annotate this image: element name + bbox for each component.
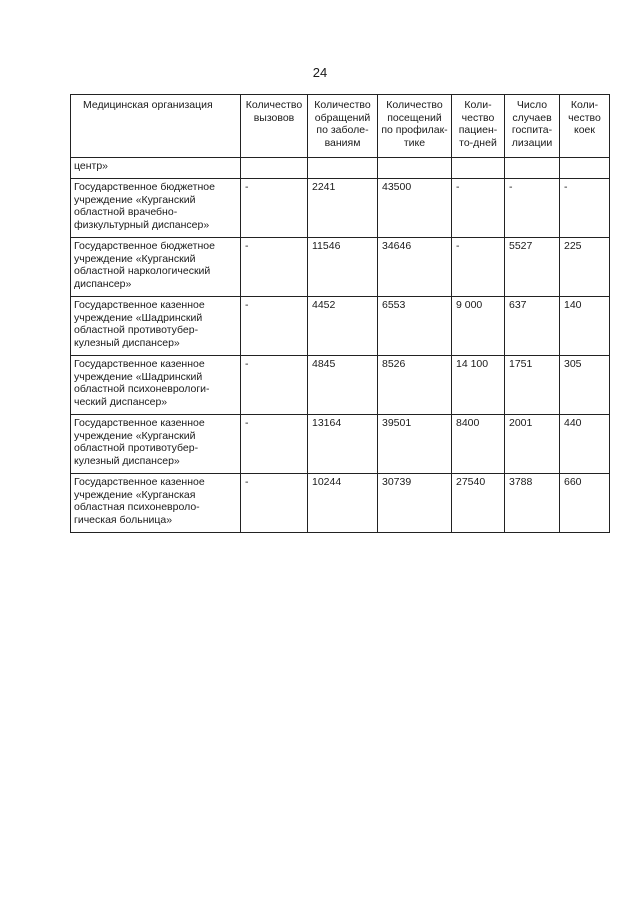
cell-visits-prevention: 8526	[378, 356, 452, 415]
cell-calls: -	[241, 238, 308, 297]
cell-calls: -	[241, 179, 308, 238]
table-row	[71, 297, 610, 356]
header-visits-prevention: Количество посещений по профилак-тике	[378, 95, 452, 158]
cell-organization: Государственное казенное учреждение «Шадринский областной противотубер-кулезный диспансер»	[71, 297, 241, 356]
cell-hospitalizations: 2001	[505, 415, 560, 474]
cell-visits-prevention: 39501	[378, 415, 452, 474]
cell-hospitalizations: 3788	[505, 474, 560, 533]
cell-visits-disease: 13164	[308, 415, 378, 474]
cell-beds: 660	[560, 474, 610, 533]
header-row	[71, 95, 610, 158]
cell-visits-disease: 10244	[308, 474, 378, 533]
continuation-text: центр»	[71, 158, 241, 179]
cell-organization: Государственное казенное учреждение «Курганский областной противотубер-кулезный диспансер»	[71, 415, 241, 474]
header-hospitalizations: Число случаев госпита-лизации	[505, 95, 560, 158]
medical-organizations-table	[70, 94, 610, 533]
table-cell-empty	[241, 158, 308, 179]
table-row	[71, 474, 610, 533]
cell-beds: 140	[560, 297, 610, 356]
header-calls: Количество вызовов	[241, 95, 308, 158]
table-cell-empty	[308, 158, 378, 179]
table-row	[71, 179, 610, 238]
cell-patient-days: -	[452, 238, 505, 297]
table-header	[71, 95, 610, 158]
table-row	[71, 415, 610, 474]
cell-visits-disease: 4452	[308, 297, 378, 356]
cell-organization: Государственное казенное учреждение «Шадринский областной психоневрологи-ческий диспансер»	[71, 356, 241, 415]
continuation-row	[71, 158, 610, 179]
cell-visits-disease: 4845	[308, 356, 378, 415]
cell-patient-days: 9 000	[452, 297, 505, 356]
table-row	[71, 356, 610, 415]
cell-patient-days: -	[452, 179, 505, 238]
cell-calls: -	[241, 415, 308, 474]
cell-calls: -	[241, 474, 308, 533]
cell-visits-prevention: 6553	[378, 297, 452, 356]
table-cell-empty	[452, 158, 505, 179]
cell-beds: -	[560, 179, 610, 238]
table-cell-empty	[505, 158, 560, 179]
cell-organization: Государственное бюджетное учреждение «Курганский областной врачебно-физкультурный диспансер»	[71, 179, 241, 238]
cell-hospitalizations: -	[505, 179, 560, 238]
cell-calls: -	[241, 297, 308, 356]
table-cell-empty	[560, 158, 610, 179]
header-patient-days: Коли-чество пациен-то-дней	[452, 95, 505, 158]
table-cell-empty	[378, 158, 452, 179]
cell-calls: -	[241, 356, 308, 415]
cell-patient-days: 14 100	[452, 356, 505, 415]
page-number: 24	[312, 65, 328, 80]
cell-beds: 440	[560, 415, 610, 474]
header-beds: Коли-чество коек	[560, 95, 610, 158]
table-row	[71, 238, 610, 297]
cell-patient-days: 27540	[452, 474, 505, 533]
cell-visits-disease: 11546	[308, 238, 378, 297]
cell-beds: 225	[560, 238, 610, 297]
cell-beds: 305	[560, 356, 610, 415]
header-organization: Медицинская организация	[71, 95, 241, 158]
cell-hospitalizations: 5527	[505, 238, 560, 297]
cell-visits-prevention: 43500	[378, 179, 452, 238]
cell-organization: Государственное казенное учреждение «Курганская областная психоневроло-гическая больница»	[71, 474, 241, 533]
header-visits-disease: Количество обращений по заболе-ваниям	[308, 95, 378, 158]
cell-visits-prevention: 30739	[378, 474, 452, 533]
cell-organization: Государственное бюджетное учреждение «Курганский областной наркологический диспансер»	[71, 238, 241, 297]
cell-hospitalizations: 637	[505, 297, 560, 356]
cell-hospitalizations: 1751	[505, 356, 560, 415]
cell-visits-disease: 2241	[308, 179, 378, 238]
table-body	[71, 158, 610, 533]
cell-visits-prevention: 34646	[378, 238, 452, 297]
cell-patient-days: 8400	[452, 415, 505, 474]
